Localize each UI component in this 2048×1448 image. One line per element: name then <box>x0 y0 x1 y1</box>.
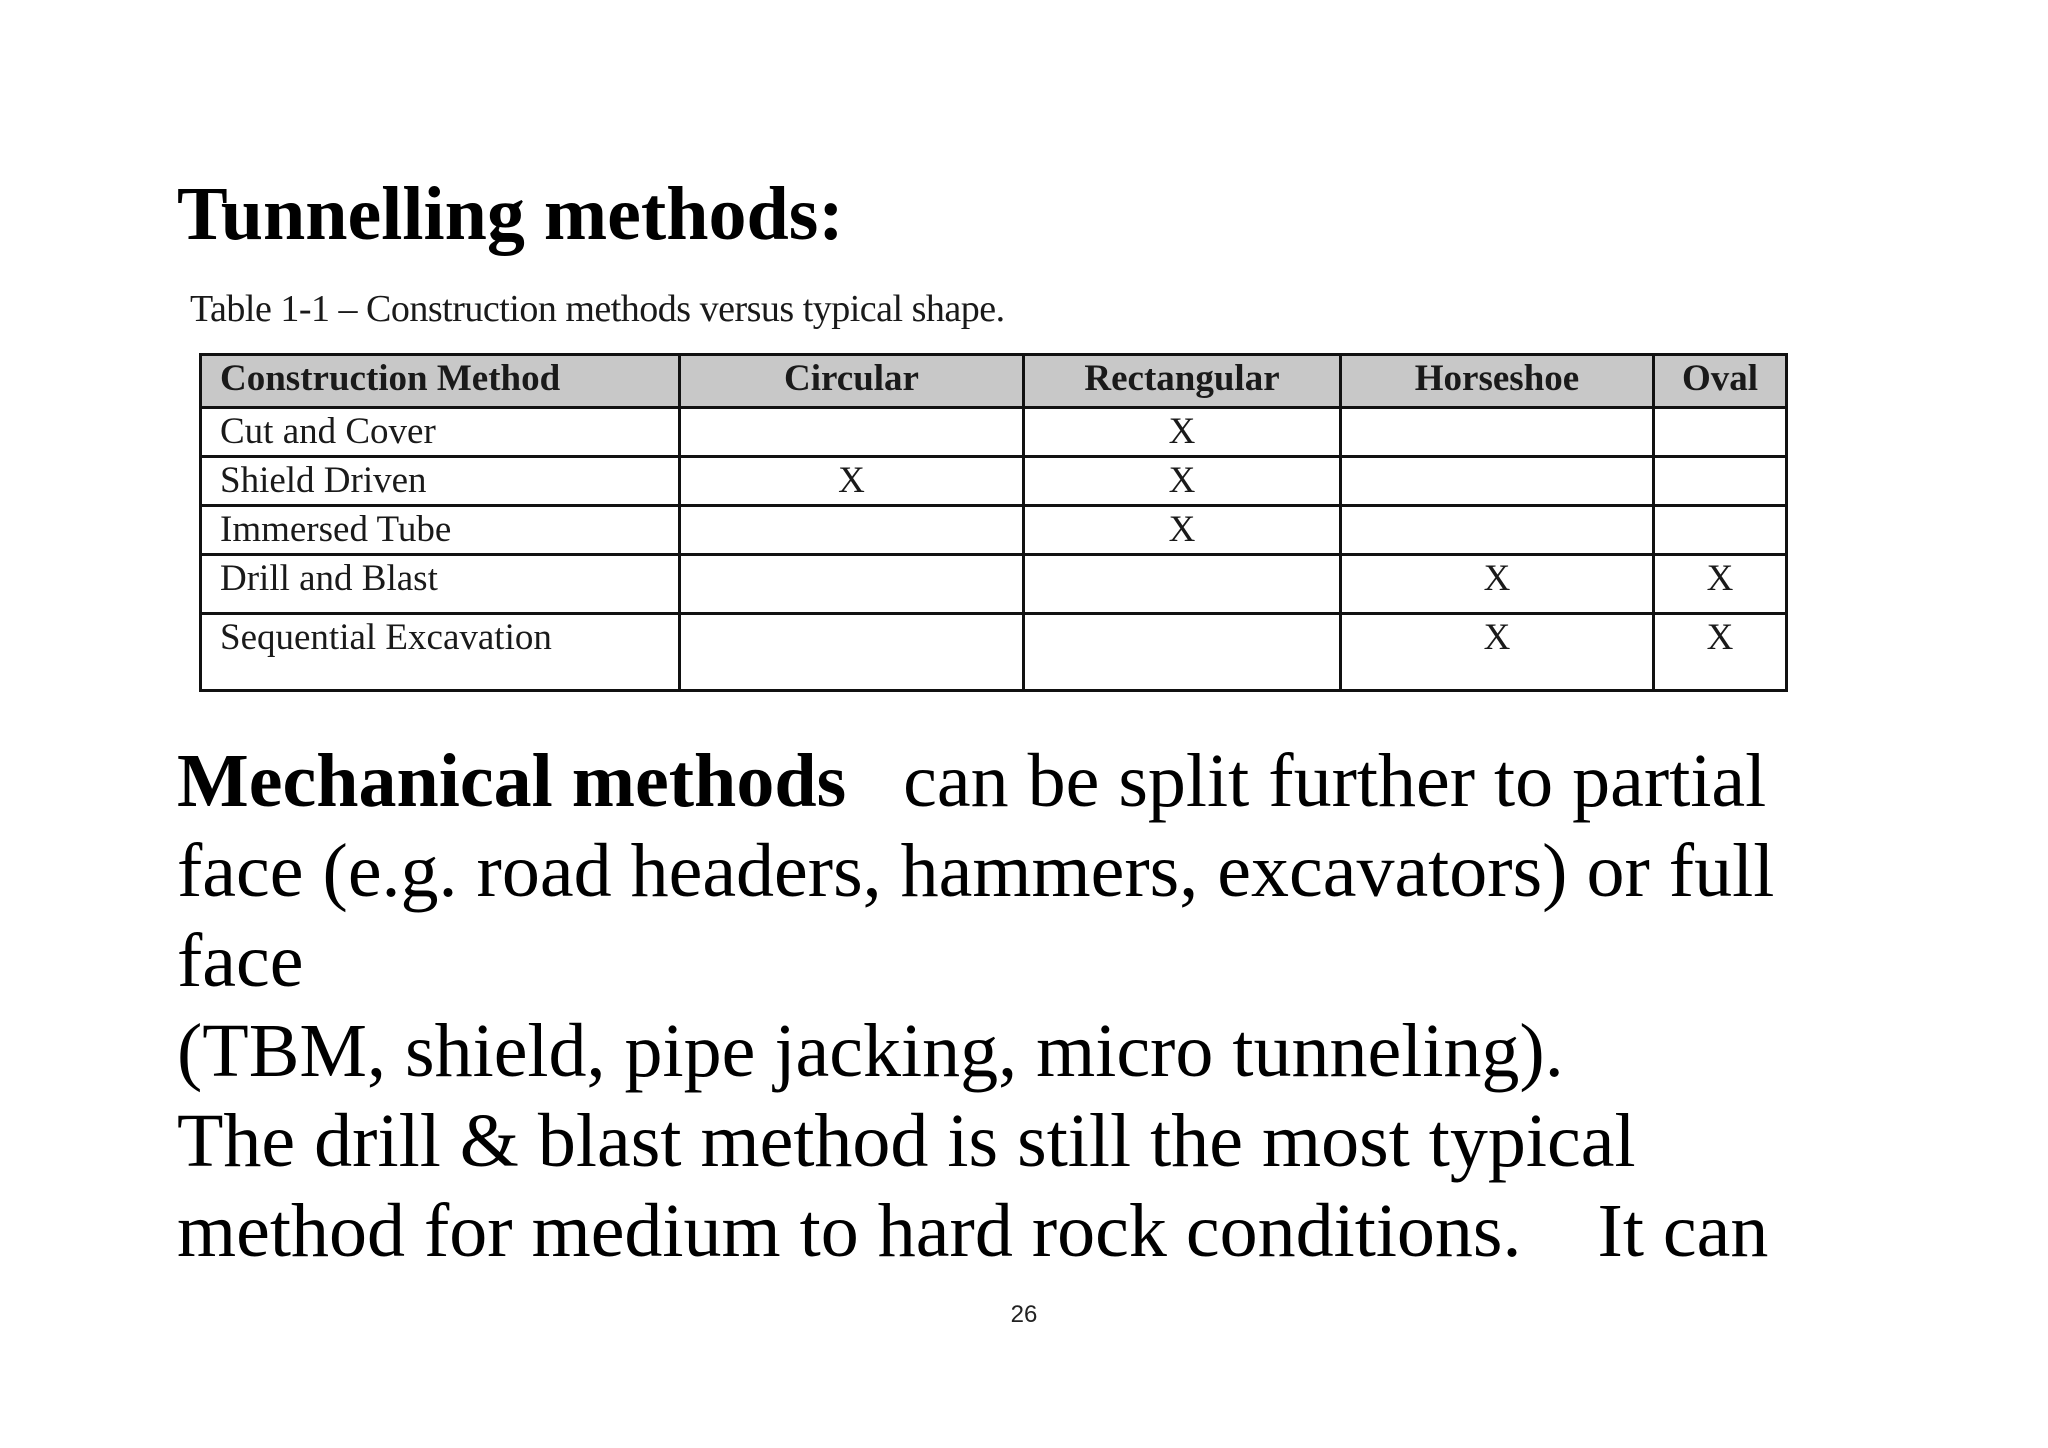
column-header: Oval <box>1654 355 1787 408</box>
shape-cell: X <box>1654 614 1787 691</box>
shape-cell: X <box>1024 506 1341 555</box>
shape-cell <box>680 614 1024 691</box>
body-line: (TBM, shield, pipe jacking, micro tunneling). <box>177 1009 1564 1093</box>
shape-cell <box>1654 408 1787 457</box>
column-header: Circular <box>680 355 1024 408</box>
page-title: Tunnelling methods: <box>177 172 844 256</box>
shape-cell: X <box>1341 555 1654 614</box>
method-cell: Sequential Excavation <box>201 614 680 691</box>
shape-cell <box>1654 457 1787 506</box>
shape-cell: X <box>680 457 1024 506</box>
table-row <box>201 506 1787 555</box>
shape-cell <box>1654 506 1787 555</box>
body-text-span: can be split further to partial <box>846 739 1767 823</box>
body-line: face <box>177 919 304 1003</box>
shape-cell <box>1341 506 1654 555</box>
column-header: Horseshoe <box>1341 355 1654 408</box>
shape-cell: X <box>1654 555 1787 614</box>
body-line: method for medium to hard rock conditions. It can <box>177 1189 1769 1273</box>
shape-cell <box>1341 457 1654 506</box>
page-number: 26 <box>1010 1301 1038 1328</box>
method-cell: Shield Driven <box>201 457 680 506</box>
body-line: The drill & blast method is still the most typical <box>177 1099 1636 1183</box>
table-caption: Table 1-1 – Construction methods versus typical shape. <box>190 288 1005 330</box>
method-cell: Immersed Tube <box>201 506 680 555</box>
table-row <box>201 555 1787 614</box>
table-row <box>201 457 1787 506</box>
shape-cell <box>680 408 1024 457</box>
table-row <box>201 408 1787 457</box>
shape-cell: X <box>1024 408 1341 457</box>
column-header: Rectangular <box>1024 355 1341 408</box>
shape-cell <box>680 555 1024 614</box>
shape-cell <box>1024 555 1341 614</box>
body-line <box>177 736 1897 826</box>
column-header: Construction Method <box>201 355 680 408</box>
construction-methods-table <box>199 353 1788 692</box>
method-cell: Drill and Blast <box>201 555 680 614</box>
table-row <box>201 614 1787 691</box>
body-emphasis: Mechanical methods <box>177 739 847 823</box>
shape-cell <box>1341 408 1654 457</box>
shape-cell <box>680 506 1024 555</box>
shape-cell: X <box>1341 614 1654 691</box>
shape-cell: X <box>1024 457 1341 506</box>
body-paragraph <box>177 736 1897 1276</box>
table-header-row <box>201 355 1787 408</box>
shape-cell <box>1024 614 1341 691</box>
method-cell: Cut and Cover <box>201 408 680 457</box>
body-line: face (e.g. road headers, hammers, excavators) or full <box>177 829 1775 913</box>
